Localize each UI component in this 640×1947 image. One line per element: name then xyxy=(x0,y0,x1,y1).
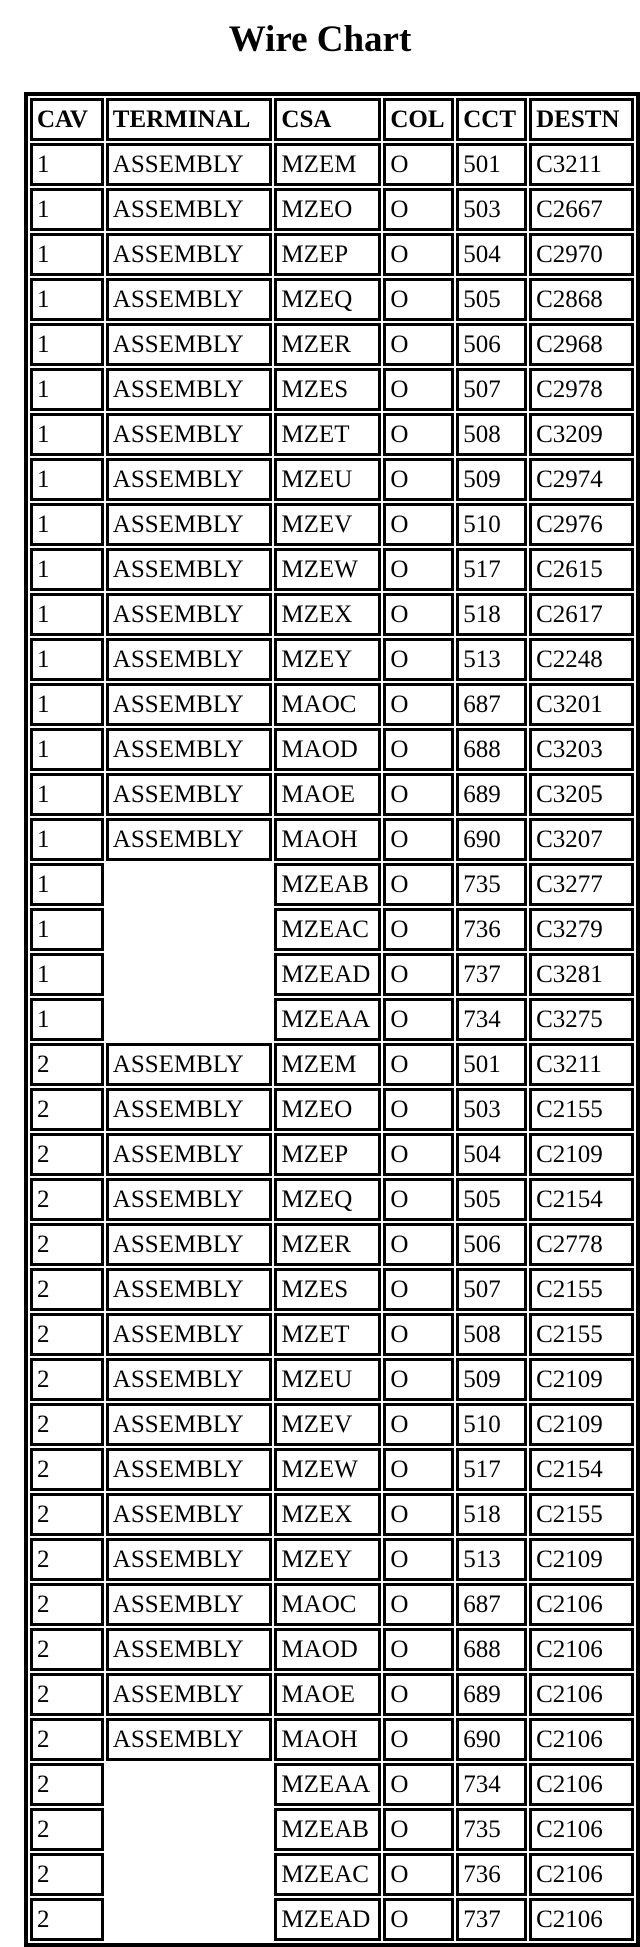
table-row xyxy=(30,233,634,276)
cell-terminal: ASSEMBLY xyxy=(106,1448,273,1491)
header-row xyxy=(30,98,634,141)
cell-terminal xyxy=(106,1853,273,1896)
cell-cav: 1 xyxy=(30,818,104,861)
cell-cav: 2 xyxy=(30,1088,104,1131)
cell-cct: 690 xyxy=(456,1718,527,1761)
cell-cct: 513 xyxy=(456,638,527,681)
cell-cct: 689 xyxy=(456,773,527,816)
table-row xyxy=(30,1268,634,1311)
cell-csa: MAOE xyxy=(274,1673,381,1716)
cell-cav: 1 xyxy=(30,998,104,1041)
cell-col: O xyxy=(383,1403,454,1446)
cell-destn: C2976 xyxy=(529,503,634,546)
cell-destn: C3211 xyxy=(529,1043,634,1086)
table-row xyxy=(30,773,634,816)
table-row xyxy=(30,1358,634,1401)
cell-csa: MZEAB xyxy=(274,1808,381,1851)
cell-csa: MAOE xyxy=(274,773,381,816)
cell-terminal xyxy=(106,1808,273,1851)
cell-col: O xyxy=(383,503,454,546)
cell-destn: C2667 xyxy=(529,188,634,231)
cell-col: O xyxy=(383,998,454,1041)
cell-terminal: ASSEMBLY xyxy=(106,773,273,816)
cell-cav: 1 xyxy=(30,458,104,501)
cell-destn: C3279 xyxy=(529,908,634,951)
cell-csa: MZEAD xyxy=(274,1898,381,1941)
cell-col: O xyxy=(383,368,454,411)
table-row xyxy=(30,1718,634,1761)
cell-destn: C2615 xyxy=(529,548,634,591)
cell-col: O xyxy=(383,548,454,591)
cell-cct: 507 xyxy=(456,368,527,411)
cell-terminal: ASSEMBLY xyxy=(106,548,273,591)
cell-csa: MAOD xyxy=(274,1628,381,1671)
cell-csa: MZEP xyxy=(274,233,381,276)
header-cct: CCT xyxy=(456,98,527,141)
cell-terminal: ASSEMBLY xyxy=(106,728,273,771)
table-row xyxy=(30,593,634,636)
cell-destn: C2109 xyxy=(529,1538,634,1581)
table-row xyxy=(30,728,634,771)
cell-destn: C2106 xyxy=(529,1898,634,1941)
table-row xyxy=(30,1313,634,1356)
table-row xyxy=(30,143,634,186)
cell-csa: MZEU xyxy=(274,1358,381,1401)
table-row xyxy=(30,1673,634,1716)
cell-cct: 687 xyxy=(456,683,527,726)
cell-cav: 1 xyxy=(30,593,104,636)
cell-destn: C2106 xyxy=(529,1853,634,1896)
cell-destn: C2978 xyxy=(529,368,634,411)
cell-csa: MZEW xyxy=(274,1448,381,1491)
cell-destn: C2109 xyxy=(529,1403,634,1446)
cell-terminal: ASSEMBLY xyxy=(106,1043,273,1086)
cell-col: O xyxy=(383,1268,454,1311)
table-row xyxy=(30,1853,634,1896)
cell-col: O xyxy=(383,818,454,861)
cell-destn: C2868 xyxy=(529,278,634,321)
cell-col: O xyxy=(383,413,454,456)
cell-col: O xyxy=(383,1808,454,1851)
cell-cct: 518 xyxy=(456,1493,527,1536)
cell-cav: 1 xyxy=(30,773,104,816)
cell-col: O xyxy=(383,1538,454,1581)
cell-terminal: ASSEMBLY xyxy=(106,1313,273,1356)
cell-cct: 509 xyxy=(456,458,527,501)
cell-csa: MZER xyxy=(274,323,381,366)
cell-cav: 2 xyxy=(30,1628,104,1671)
cell-cav: 1 xyxy=(30,953,104,996)
cell-csa: MAOC xyxy=(274,1583,381,1626)
cell-csa: MZEU xyxy=(274,458,381,501)
cell-cav: 1 xyxy=(30,683,104,726)
table-row xyxy=(30,1133,634,1176)
cell-destn: C2155 xyxy=(529,1268,634,1311)
cell-destn: C2155 xyxy=(529,1493,634,1536)
cell-destn: C2154 xyxy=(529,1178,634,1221)
cell-csa: MAOH xyxy=(274,818,381,861)
cell-cav: 1 xyxy=(30,908,104,951)
cell-cav: 2 xyxy=(30,1853,104,1896)
cell-cct: 735 xyxy=(456,1808,527,1851)
table-row xyxy=(30,548,634,591)
cell-csa: MZEX xyxy=(274,593,381,636)
table-row xyxy=(30,818,634,861)
cell-terminal: ASSEMBLY xyxy=(106,1403,273,1446)
cell-terminal: ASSEMBLY xyxy=(106,683,273,726)
table-row xyxy=(30,1763,634,1806)
cell-csa: MZER xyxy=(274,1223,381,1266)
cell-terminal: ASSEMBLY xyxy=(106,1088,273,1131)
cell-cct: 505 xyxy=(456,278,527,321)
cell-cct: 687 xyxy=(456,1583,527,1626)
table-row xyxy=(30,1898,634,1941)
cell-col: O xyxy=(383,323,454,366)
cell-col: O xyxy=(383,863,454,906)
table-row xyxy=(30,323,634,366)
table-row xyxy=(30,863,634,906)
cell-col: O xyxy=(383,1133,454,1176)
cell-cav: 2 xyxy=(30,1223,104,1266)
cell-cav: 2 xyxy=(30,1313,104,1356)
table-row xyxy=(30,1088,634,1131)
table-row xyxy=(30,953,634,996)
cell-destn: C2155 xyxy=(529,1088,634,1131)
cell-destn: C2109 xyxy=(529,1358,634,1401)
cell-col: O xyxy=(383,908,454,951)
cell-cct: 506 xyxy=(456,1223,527,1266)
cell-destn: C3275 xyxy=(529,998,634,1041)
cell-cav: 1 xyxy=(30,548,104,591)
cell-csa: MZEO xyxy=(274,188,381,231)
cell-cav: 1 xyxy=(30,233,104,276)
header-csa: CSA xyxy=(274,98,381,141)
cell-col: O xyxy=(383,1493,454,1536)
cell-cct: 688 xyxy=(456,728,527,771)
cell-destn: C3203 xyxy=(529,728,634,771)
cell-destn: C2154 xyxy=(529,1448,634,1491)
cell-csa: MZEY xyxy=(274,1538,381,1581)
cell-csa: MZEV xyxy=(274,1403,381,1446)
header-destn: DESTN xyxy=(529,98,634,141)
cell-destn: C2974 xyxy=(529,458,634,501)
cell-cct: 501 xyxy=(456,1043,527,1086)
cell-cav: 2 xyxy=(30,1448,104,1491)
cell-col: O xyxy=(383,278,454,321)
cell-cct: 507 xyxy=(456,1268,527,1311)
cell-cct: 518 xyxy=(456,593,527,636)
table-row xyxy=(30,1583,634,1626)
cell-cav: 1 xyxy=(30,368,104,411)
cell-col: O xyxy=(383,1898,454,1941)
cell-terminal: ASSEMBLY xyxy=(106,143,273,186)
cell-cct: 736 xyxy=(456,908,527,951)
table-row xyxy=(30,278,634,321)
cell-cav: 2 xyxy=(30,1583,104,1626)
cell-cct: 509 xyxy=(456,1358,527,1401)
cell-destn: C2778 xyxy=(529,1223,634,1266)
cell-terminal: ASSEMBLY xyxy=(106,1583,273,1626)
cell-cav: 1 xyxy=(30,413,104,456)
cell-cct: 688 xyxy=(456,1628,527,1671)
cell-cav: 1 xyxy=(30,863,104,906)
cell-col: O xyxy=(383,233,454,276)
cell-csa: MZEAA xyxy=(274,1763,381,1806)
cell-cct: 737 xyxy=(456,1898,527,1941)
cell-destn: C3205 xyxy=(529,773,634,816)
header-col: COL xyxy=(383,98,454,141)
cell-cav: 1 xyxy=(30,188,104,231)
wire-chart-table xyxy=(24,92,640,1947)
cell-csa: MZEAD xyxy=(274,953,381,996)
cell-destn: C3281 xyxy=(529,953,634,996)
cell-terminal: ASSEMBLY xyxy=(106,188,273,231)
cell-cav: 2 xyxy=(30,1763,104,1806)
cell-col: O xyxy=(383,1628,454,1671)
cell-destn: C2248 xyxy=(529,638,634,681)
cell-terminal: ASSEMBLY xyxy=(106,1178,273,1221)
cell-csa: MAOH xyxy=(274,1718,381,1761)
cell-cct: 735 xyxy=(456,863,527,906)
cell-destn: C2155 xyxy=(529,1313,634,1356)
cell-csa: MZEAA xyxy=(274,998,381,1041)
cell-col: O xyxy=(383,458,454,501)
cell-terminal xyxy=(106,863,273,906)
table-row xyxy=(30,503,634,546)
cell-csa: MAOD xyxy=(274,728,381,771)
cell-col: O xyxy=(383,638,454,681)
cell-terminal: ASSEMBLY xyxy=(106,323,273,366)
cell-csa: MZEQ xyxy=(274,278,381,321)
cell-cav: 2 xyxy=(30,1673,104,1716)
table-row xyxy=(30,1538,634,1581)
cell-terminal: ASSEMBLY xyxy=(106,458,273,501)
page-title: Wire Chart xyxy=(228,19,412,60)
cell-col: O xyxy=(383,728,454,771)
cell-terminal xyxy=(106,1763,273,1806)
cell-cct: 504 xyxy=(456,1133,527,1176)
cell-cct: 505 xyxy=(456,1178,527,1221)
cell-cct: 736 xyxy=(456,1853,527,1896)
cell-terminal: ASSEMBLY xyxy=(106,503,273,546)
cell-destn: C2970 xyxy=(529,233,634,276)
cell-cct: 506 xyxy=(456,323,527,366)
header-cav: CAV xyxy=(30,98,104,141)
table-row xyxy=(30,638,634,681)
cell-destn: C3201 xyxy=(529,683,634,726)
cell-cct: 734 xyxy=(456,1763,527,1806)
cell-destn: C2968 xyxy=(529,323,634,366)
table-row xyxy=(30,458,634,501)
cell-destn: C2109 xyxy=(529,1133,634,1176)
cell-cav: 2 xyxy=(30,1268,104,1311)
cell-destn: C2617 xyxy=(529,593,634,636)
cell-destn: C2106 xyxy=(529,1763,634,1806)
cell-col: O xyxy=(383,188,454,231)
cell-terminal: ASSEMBLY xyxy=(106,593,273,636)
cell-cav: 1 xyxy=(30,143,104,186)
cell-col: O xyxy=(383,1448,454,1491)
cell-destn: C2106 xyxy=(529,1628,634,1671)
table-row xyxy=(30,683,634,726)
cell-terminal: ASSEMBLY xyxy=(106,1673,273,1716)
cell-cct: 517 xyxy=(456,548,527,591)
table-row xyxy=(30,998,634,1041)
cell-csa: MZEO xyxy=(274,1088,381,1131)
cell-csa: MZEW xyxy=(274,548,381,591)
cell-cav: 2 xyxy=(30,1493,104,1536)
cell-cav: 2 xyxy=(30,1538,104,1581)
cell-csa: MZEAB xyxy=(274,863,381,906)
cell-col: O xyxy=(383,1223,454,1266)
cell-destn: C2106 xyxy=(529,1583,634,1626)
cell-col: O xyxy=(383,1583,454,1626)
cell-terminal: ASSEMBLY xyxy=(106,278,273,321)
cell-cav: 2 xyxy=(30,1043,104,1086)
cell-csa: MZEAC xyxy=(274,1853,381,1896)
table-row xyxy=(30,1403,634,1446)
cell-cct: 504 xyxy=(456,233,527,276)
cell-csa: MZEAC xyxy=(274,908,381,951)
cell-col: O xyxy=(383,953,454,996)
cell-terminal: ASSEMBLY xyxy=(106,1358,273,1401)
cell-cct: 517 xyxy=(456,1448,527,1491)
cell-col: O xyxy=(383,1718,454,1761)
cell-col: O xyxy=(383,683,454,726)
header-terminal: TERMINAL xyxy=(106,98,273,141)
cell-destn: C2106 xyxy=(529,1718,634,1761)
cell-terminal xyxy=(106,998,273,1041)
table-row xyxy=(30,1493,634,1536)
cell-cct: 503 xyxy=(456,1088,527,1131)
cell-terminal xyxy=(106,953,273,996)
cell-cct: 503 xyxy=(456,188,527,231)
cell-terminal xyxy=(106,1898,273,1941)
cell-terminal: ASSEMBLY xyxy=(106,1133,273,1176)
cell-cct: 737 xyxy=(456,953,527,996)
cell-cct: 501 xyxy=(456,143,527,186)
table-row xyxy=(30,188,634,231)
cell-col: O xyxy=(383,143,454,186)
table-body xyxy=(30,143,634,1941)
cell-terminal: ASSEMBLY xyxy=(106,233,273,276)
cell-csa: MZEM xyxy=(274,1043,381,1086)
cell-terminal: ASSEMBLY xyxy=(106,413,273,456)
cell-cct: 508 xyxy=(456,413,527,456)
cell-destn: C2106 xyxy=(529,1808,634,1851)
cell-col: O xyxy=(383,1313,454,1356)
table-row xyxy=(30,1628,634,1671)
cell-cct: 689 xyxy=(456,1673,527,1716)
cell-col: O xyxy=(383,593,454,636)
cell-cav: 1 xyxy=(30,323,104,366)
cell-terminal xyxy=(106,908,273,951)
cell-terminal: ASSEMBLY xyxy=(106,1493,273,1536)
cell-destn: C3277 xyxy=(529,863,634,906)
table-row xyxy=(30,1178,634,1221)
cell-csa: MZET xyxy=(274,413,381,456)
cell-terminal: ASSEMBLY xyxy=(106,1223,273,1266)
cell-cav: 2 xyxy=(30,1133,104,1176)
table-row xyxy=(30,413,634,456)
cell-destn: C3211 xyxy=(529,143,634,186)
cell-terminal: ASSEMBLY xyxy=(106,818,273,861)
cell-cct: 690 xyxy=(456,818,527,861)
cell-col: O xyxy=(383,773,454,816)
table-row xyxy=(30,1448,634,1491)
cell-cav: 1 xyxy=(30,638,104,681)
cell-cct: 508 xyxy=(456,1313,527,1356)
cell-csa: MZET xyxy=(274,1313,381,1356)
cell-csa: MZES xyxy=(274,1268,381,1311)
cell-terminal: ASSEMBLY xyxy=(106,368,273,411)
cell-cct: 734 xyxy=(456,998,527,1041)
cell-cav: 2 xyxy=(30,1403,104,1446)
cell-col: O xyxy=(383,1178,454,1221)
cell-terminal: ASSEMBLY xyxy=(106,1538,273,1581)
cell-destn: C3209 xyxy=(529,413,634,456)
cell-csa: MZEV xyxy=(274,503,381,546)
cell-cav: 2 xyxy=(30,1718,104,1761)
cell-csa: MZES xyxy=(274,368,381,411)
cell-cav: 2 xyxy=(30,1898,104,1941)
cell-cct: 510 xyxy=(456,1403,527,1446)
cell-terminal: ASSEMBLY xyxy=(106,1628,273,1671)
cell-cav: 1 xyxy=(30,503,104,546)
cell-destn: C3207 xyxy=(529,818,634,861)
cell-cav: 2 xyxy=(30,1808,104,1851)
cell-terminal: ASSEMBLY xyxy=(106,638,273,681)
cell-cct: 513 xyxy=(456,1538,527,1581)
cell-cav: 2 xyxy=(30,1358,104,1401)
table-row xyxy=(30,1043,634,1086)
cell-cav: 1 xyxy=(30,278,104,321)
cell-terminal: ASSEMBLY xyxy=(106,1268,273,1311)
cell-col: O xyxy=(383,1358,454,1401)
cell-cct: 510 xyxy=(456,503,527,546)
cell-csa: MAOC xyxy=(274,683,381,726)
cell-csa: MZEQ xyxy=(274,1178,381,1221)
cell-col: O xyxy=(383,1673,454,1716)
cell-cav: 1 xyxy=(30,728,104,771)
cell-col: O xyxy=(383,1088,454,1131)
table-row xyxy=(30,908,634,951)
table-row xyxy=(30,368,634,411)
cell-csa: MZEX xyxy=(274,1493,381,1536)
table-row xyxy=(30,1223,634,1266)
cell-terminal: ASSEMBLY xyxy=(106,1718,273,1761)
table-row xyxy=(30,1808,634,1851)
cell-col: O xyxy=(383,1763,454,1806)
cell-csa: MZEM xyxy=(274,143,381,186)
cell-col: O xyxy=(383,1043,454,1086)
cell-col: O xyxy=(383,1853,454,1896)
cell-destn: C2106 xyxy=(529,1673,634,1716)
cell-cav: 2 xyxy=(30,1178,104,1221)
cell-csa: MZEP xyxy=(274,1133,381,1176)
cell-csa: MZEY xyxy=(274,638,381,681)
